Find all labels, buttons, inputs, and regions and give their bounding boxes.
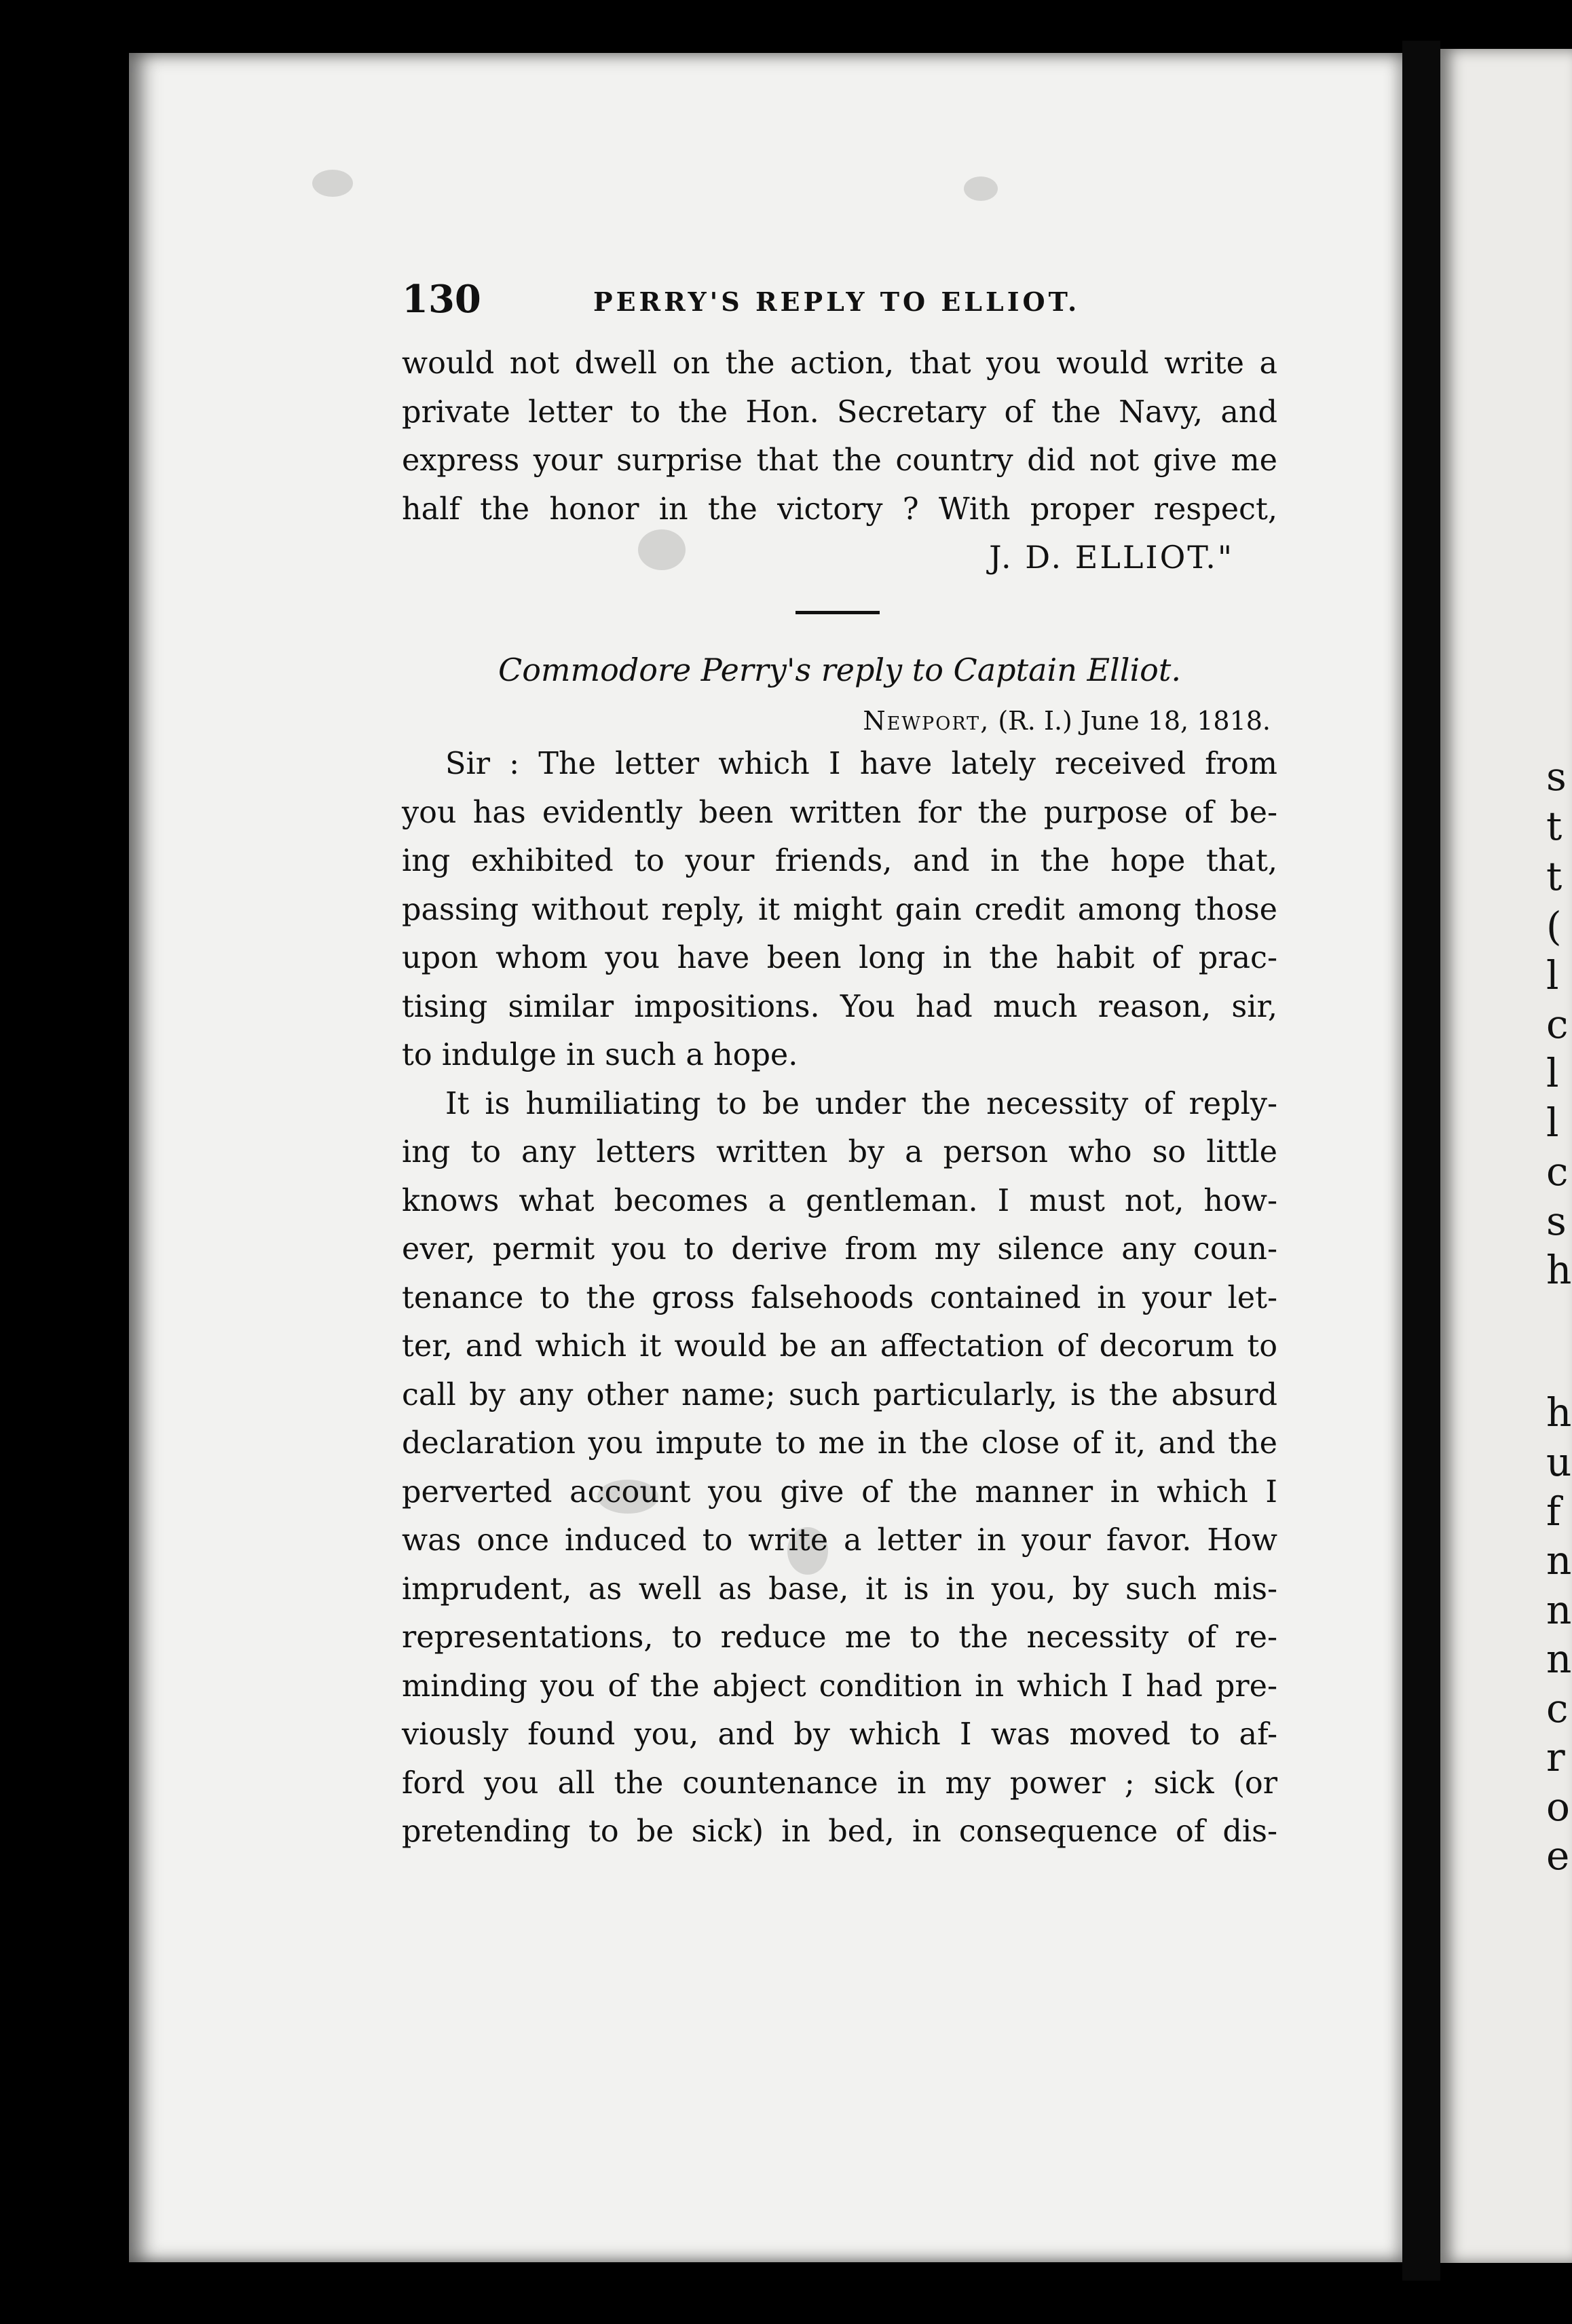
text-line: tising similar impositions. You had much reason, sir,: [402, 989, 1277, 1024]
dateline: [402, 700, 1277, 741]
dateline-place: Newport,: [863, 706, 990, 736]
text-line: declaration you impute to me in the close of it, and the: [402, 1426, 1277, 1461]
text-line: passing without reply, it might gain credit among those: [402, 892, 1277, 927]
text-line: knows what becomes a gentleman. I must not, how-: [402, 1183, 1277, 1218]
facing-page-letter: (: [1546, 903, 1562, 950]
text-line: was once induced to write a letter in your favor. How: [402, 1523, 1277, 1558]
text-line: pretending to be sick) in bed, in consequence of dis-: [402, 1814, 1277, 1849]
facing-page-letter: f: [1546, 1488, 1561, 1535]
facing-page-letter: c: [1546, 1148, 1569, 1195]
opening-paragraph: [402, 339, 1277, 533]
paper-stain: [312, 170, 353, 197]
text-line: upon whom you have been long in the habit of prac-: [402, 941, 1277, 975]
text-line: private letter to the Hon. Secretary of the Navy, and: [402, 394, 1277, 430]
facing-page-letter: t: [1546, 853, 1562, 899]
dateline-date: (R. I.) June 18, 1818.: [990, 706, 1271, 736]
facing-page-letter: h: [1546, 1389, 1572, 1436]
facing-page-letter: n: [1546, 1636, 1572, 1682]
running-head: PERRY'S REPLY TO ELLIOT.: [593, 286, 1081, 317]
book-gutter: [1402, 41, 1440, 2281]
facing-page-letter: c: [1546, 1001, 1569, 1047]
text-line: call by any other name; such particularly, is the absurd: [402, 1377, 1277, 1412]
text-line: perverted account you give of the manner in which I: [402, 1474, 1277, 1510]
facing-page-letter: l: [1546, 1100, 1559, 1146]
text-line: tenance to the gross falsehoods contained in your let-: [402, 1280, 1277, 1315]
text-line: Sir : The letter which I have lately received from: [445, 747, 1277, 781]
page-number: 130: [402, 277, 481, 322]
text-line: representations, to reduce me to the necessity of re-: [402, 1620, 1277, 1655]
facing-page-letter: n: [1546, 1537, 1572, 1583]
letter-body: [402, 740, 1277, 1856]
text-line: imprudent, as well as base, it is in you, by such mis-: [402, 1571, 1277, 1607]
text-line: half the honor in the victory ? With proper respect,: [402, 491, 1277, 527]
facing-page-letter: h: [1546, 1247, 1572, 1293]
facing-page-letter: l: [1546, 952, 1559, 998]
facing-page-letter: l: [1546, 1050, 1559, 1096]
paper-stain: [964, 176, 998, 201]
text-line: ever, permit you to derive from my silence any coun-: [402, 1232, 1277, 1267]
text-line: express your surprise that the country did not give me: [402, 443, 1277, 478]
text-line: ford you all the countenance in my power ; sick (or: [402, 1765, 1277, 1801]
text-line: ing to any letters written by a person who so little: [402, 1135, 1277, 1169]
facing-page-letter: s: [1546, 753, 1567, 800]
text-line: to indulge in such a hope.: [402, 1038, 798, 1072]
facing-page-letter: u: [1546, 1439, 1572, 1485]
text-line: viously found you, and by which I was moved to af-: [402, 1717, 1277, 1752]
facing-page-letter: o: [1546, 1784, 1570, 1830]
text-line: ter, and which it would be an affectation of decorum to: [402, 1329, 1277, 1364]
text-line: would not dwell on the action, that you would write a: [402, 346, 1277, 381]
section-divider: [796, 611, 880, 614]
text-line: It is humiliating to be under the necessity of reply-: [445, 1086, 1277, 1121]
section-title: Commodore Perry's reply to Captain Elliot.: [498, 652, 1181, 688]
facing-page-letter: s: [1546, 1198, 1567, 1244]
facing-page-letter: e: [1546, 1833, 1570, 1879]
page-header: [402, 277, 1311, 324]
facing-page-letter: n: [1546, 1587, 1572, 1633]
text-line: minding you of the abject condition in which I had pre-: [402, 1668, 1277, 1704]
text-line: you has evidently been written for the purpose of be-: [402, 795, 1277, 830]
facing-page-letter: r: [1546, 1734, 1565, 1780]
facing-page-letter: c: [1546, 1685, 1569, 1731]
facing-page-letter: t: [1546, 803, 1562, 849]
text-line: ing exhibited to your friends, and in the hope that,: [402, 844, 1277, 878]
signature: J. D. ELLIOT.": [989, 539, 1234, 576]
